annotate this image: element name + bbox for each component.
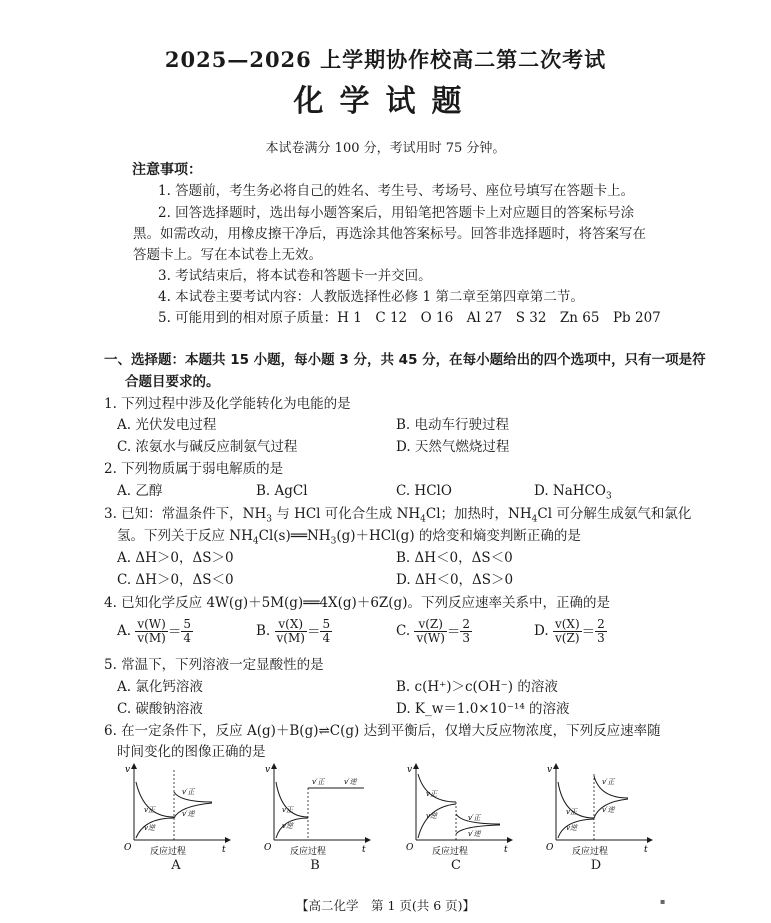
label-v-reverse-new: v′逆 [182, 810, 195, 818]
label-v-forward: v正 [566, 808, 577, 816]
q2-option-d: D. NaHCO$_3$ [534, 483, 612, 502]
notice-line: 1. 答题前，考生务必将自己的姓名、考生号、考场号、座位号填写在答题卡上。 [158, 183, 635, 199]
q4-option-d: D. $\frac{v(X)}{v(Z)}$ ＝ $\frac{2}{3}$ [534, 617, 605, 645]
notice-line: 4. 本试卷主要考试内容：人教版选择性必修 1 第二章至第四章第二节。 [158, 289, 584, 305]
q4-option-b: B. $\frac{v(X)}{v(M)}$ ＝ $\frac{5}{4}$ [256, 617, 331, 645]
q5-option-d: D. K_w＝1.0×10⁻¹⁴ 的溶液 [396, 701, 570, 717]
q1-option-d: D. 天然气燃烧过程 [396, 439, 510, 455]
label-v-reverse: v逆 [566, 824, 577, 832]
q3-option-a: A. ΔH＞0，ΔS＞0 [117, 550, 234, 566]
exam-title: 2025—2026 上学期协作校高二第二次考试 [164, 47, 607, 72]
axis-v-label: v [547, 765, 553, 775]
label-v-forward-new: v′正 [182, 788, 195, 796]
q4-option-c: C. $\frac{v(Z)}{v(W)}$ ＝ $\frac{2}{3}$ [396, 617, 471, 645]
label-v-forward-new: v′正 [312, 778, 325, 786]
q2-option-a: A. 乙醇 [117, 483, 163, 499]
x-label: 反应过程 [150, 847, 187, 857]
q6-graph-a [122, 762, 232, 857]
subject-title: 化学试题 [293, 84, 478, 119]
q6-graph-a-label: A [171, 858, 181, 873]
footer-mark: ▪ [660, 897, 666, 906]
question-3-stem: 3. 已知：常温条件下，$NH_3$ 与 HCl 可化合生成 $NH_4Cl$；加热时，$NH_4Cl$ 可分解生成氨气和氯化 [104, 506, 692, 525]
question-2-stem: 2. 下列物质属于弱电解质的是 [104, 461, 284, 477]
axis-t-label: t [504, 845, 508, 855]
label-v-forward-new: v′正 [468, 814, 481, 822]
curve-v-forward [136, 782, 174, 817]
axis-t-label: t [222, 845, 226, 855]
q5-option-c: C. 碳酸钠溶液 [117, 701, 203, 717]
q6-graph-c-label: C [451, 858, 461, 873]
question-5-stem: 5. 常温下，下列溶液一定显酸性的是 [104, 657, 324, 673]
label-v-reverse: v逆 [144, 824, 155, 832]
notice-line: 5. 可能用到的相对原子质量：H 1 C 12 O 16 Al 27 S 32 Zn 65 Pb 207 [158, 310, 661, 326]
label-v-forward: v正 [144, 806, 155, 814]
question-4-stem: 4. 已知化学反应 4W(g)＋5M(g)══4X(g)＋6Z(g)。下列反应速率关系中，正确的是 [104, 595, 610, 611]
q6-graph-d [544, 762, 654, 857]
curve-v-reverse [418, 804, 456, 838]
section-heading: 一、选择题：本题共 15 小题，每小题 3 分，共 45 分，在每小题给出的四个选项中，只有一项是符 [104, 352, 706, 368]
origin-label: O [406, 843, 414, 853]
x-label: 反应过程 [572, 847, 609, 857]
label-v-reverse: v逆 [282, 822, 293, 830]
notice-title: 注意事项： [132, 162, 202, 178]
x-label: 反应过程 [290, 847, 327, 857]
axis-t-label: t [362, 845, 366, 855]
axis-t-label: t [644, 845, 648, 855]
question-3-stem-cont: 氢。下列关于反应 $NH_4Cl(s)══NH_3(g)+HCl(g)$ 的焓变和熵变判断正确的是 [117, 528, 581, 547]
label-v-forward: v正 [282, 806, 293, 814]
label-v-forward: v正 [426, 790, 437, 798]
label-v-reverse: v逆 [426, 812, 437, 820]
notice-line: 2. 回答选择题时，选出每小题答案后，用铅笔把答题卡上对应题目的答案标号涂 [158, 205, 635, 221]
section-heading-cont: 合题目要求的。 [125, 374, 220, 390]
question-1-stem: 1. 下列过程中涉及化学能转化为电能的是 [104, 396, 351, 412]
origin-label: O [264, 843, 272, 853]
q1-option-c: C. 浓氨水与碱反应制氨气过程 [117, 439, 298, 455]
q6-graph-b [262, 762, 372, 857]
notice-line: 答题卡上。写在本试卷上无效。 [133, 247, 322, 263]
notice-line: 3. 考试结束后，将本试卷和答题卡一并交回。 [158, 268, 432, 284]
label-v-forward-new: v′正 [602, 778, 615, 786]
curve-v-forward [418, 774, 456, 802]
q5-option-a: A. 氯化钙溶液 [117, 679, 203, 695]
q3-option-d: D. ΔH＜0，ΔS＞0 [396, 572, 514, 588]
label-v-reverse-new: v′逆 [344, 778, 357, 786]
exam-info: 本试卷满分 100 分，考试用时 75 分钟。 [265, 141, 506, 156]
q3-option-b: B. ΔH＜0，ΔS＜0 [396, 550, 513, 566]
axis-v-label: v [407, 765, 413, 775]
notice-line: 黑。如需改动，用橡皮擦干净后，再选涂其他答案标号。回答非选择题时，将答案写在 [133, 226, 646, 242]
q1-option-b: B. 电动车行驶过程 [396, 417, 510, 433]
q4-option-a: A. $\frac{v(W)}{v(M)}$ ＝ $\frac{5}{4}$ [117, 617, 191, 645]
x-label: 反应过程 [432, 847, 469, 857]
q2-option-b: B. AgCl [256, 483, 308, 499]
q6-graph-c [404, 762, 514, 857]
question-6-stem-cont: 时间变化的图像正确的是 [117, 744, 266, 760]
axis-v-label: v [125, 765, 131, 775]
q3-option-c: C. ΔH＞0，ΔS＜0 [117, 572, 234, 588]
q1-option-a: A. 光伏发电过程 [117, 417, 217, 433]
curve-v-reverse [136, 818, 174, 838]
origin-label: O [124, 843, 132, 853]
q6-graph-d-label: D [590, 858, 602, 873]
origin-label: O [546, 843, 554, 853]
q6-graph-b-label: B [310, 858, 320, 873]
q2-option-c: C. HClO [396, 483, 452, 499]
label-v-reverse-new: v′逆 [602, 806, 615, 814]
q5-option-b: B. c(H⁺)＞c(OH⁻) 的溶液 [396, 679, 558, 695]
label-v-reverse-new: v′逆 [468, 830, 481, 838]
axis-v-label: v [265, 765, 271, 775]
question-6-stem: 6. 在一定条件下，反应 A(g)＋B(g)⇌C(g) 达到平衡后，仅增大反应物浓度，下列反应速率随 [104, 723, 661, 739]
page-footer: 【高二化学 第 1 页(共 6 页)】 [295, 898, 476, 913]
